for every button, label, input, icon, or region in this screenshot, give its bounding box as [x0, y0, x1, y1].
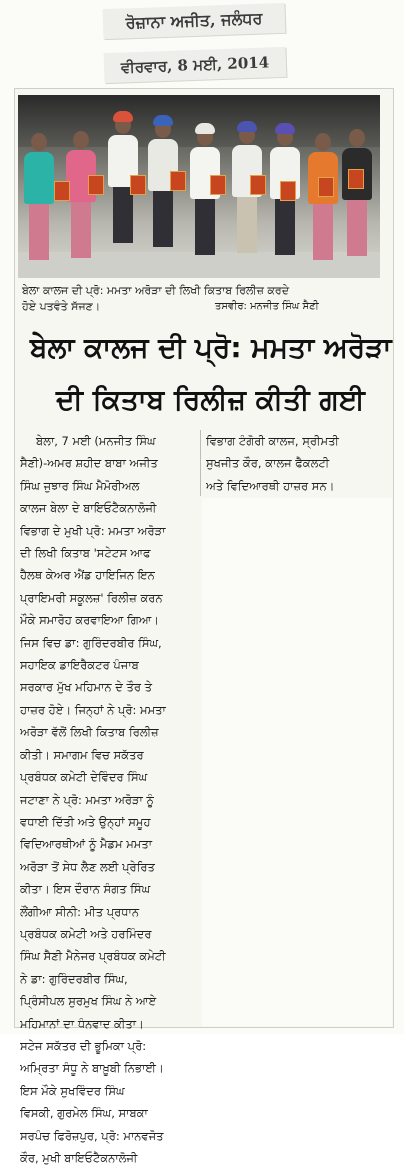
- empty-area: [202, 498, 392, 1026]
- article-line: ਸੈਣੀ)-ਅਮਰ ਸ਼ਹੀਦ ਬਾਬਾ ਅਜੀਤ: [20, 456, 158, 471]
- book-cover: [348, 169, 364, 189]
- article-line: ਕੀਤੀ। ਸਮਾਗਮ ਵਿਚ ਸਕੱਤਰ: [20, 747, 144, 762]
- book-cover: [318, 177, 334, 197]
- article-body-right-column: [206, 430, 386, 497]
- photo-person: [340, 129, 374, 256]
- headline: ਦੀ ਕਿਤਾਬ ਰਿਲੀਜ਼ ਕੀਤੀ ਗਈ: [56, 383, 365, 416]
- photo-caption: ਬੇਲਾ ਕਾਲਜ ਦੀ ਪ੍ਰੋ: ਮਮਤਾ ਅਰੋੜਾ ਦੀ ਲਿਖੀ ਕਿਤਾਬ ਰਿਲੀਜ਼ ਕਰਦੇ: [22, 284, 289, 297]
- article-line: ਪ੍ਰਬੰਧਕ ਕਮੇਟੀ ਦੇਵਿੰਦਰ ਸਿੰਘ: [20, 770, 148, 785]
- newspaper-name-label: ਰੋਜ਼ਾਨਾ ਅਜੀਤ, ਜਲੰਧਰ: [103, 3, 286, 39]
- article-line: ਬੇਲਾ, 7 ਮਈ (ਮਨਜੀਤ ਸਿੰਘ: [36, 434, 156, 448]
- publication-date-label: ਵੀਰਵਾਰ, 8 ਮਈ, 2014: [104, 47, 287, 83]
- article-line: ਨੇ ਡਾ: ਗੁਰਿੰਦਰਬੀਰ ਸਿੰਘ,: [20, 971, 128, 986]
- book-cover: [210, 175, 226, 195]
- photo-person: [22, 133, 56, 260]
- article-line: ਵਿਭਾਗ ਦੇ ਮੁਖੀ ਪ੍ਰੋ: ਮਮਤਾ ਅਰੋੜਾ: [20, 523, 166, 538]
- photo-caption: ਹੋਏ ਪਤਵੰਤੇ ਸੱਜਣ।: [22, 300, 101, 313]
- column-divider: [200, 430, 201, 496]
- article-line: ਲੌਂਗੀਆ ਸੀਨੀ: ਮੀਤ ਪ੍ਰਧਾਨ: [20, 904, 140, 919]
- article-line: ਕਾਲਜ ਬੇਲਾ ਦੇ ਬਾਇਓਟੈਕਨਾਲੋਜੀ: [20, 501, 157, 516]
- article-line: ਅਰੋੜਾ ਵੱਲੋਂ ਲਿਖੀ ਕਿਤਾਬ ਰਿਲੀਜ਼: [20, 725, 159, 740]
- article-line: ਵਿਸਕੀ, ਗੁਰਮੇਲ ਸਿੰਘ, ਸਾਬਕਾ: [20, 1106, 148, 1121]
- article-line: ਪ੍ਰਬੰਧਕ ਕਮੇਟੀ ਅਤੇ ਹਰਮਿੰਦਰ: [20, 926, 152, 941]
- article-line: ਵਧਾਈ ਦਿੱਤੀ ਅਤੇ ਉਨ੍ਹਾਂ ਸਮੂਹ: [20, 814, 151, 829]
- article-line: ਸਟੇਜ ਸਕੱਤਰ ਦੀ ਭੂਮਿਕਾ ਪ੍ਰੋ:: [20, 1038, 147, 1053]
- news-photo: [18, 95, 380, 278]
- headline: ਬੇਲਾ ਕਾਲਜ ਦੀ ਪ੍ਰੋ: ਮਮਤਾ ਅਰੋੜਾ: [30, 331, 392, 364]
- book-cover: [88, 175, 104, 195]
- article-line: ਸਹਾਇਕ ਡਾਇਰੈਕਟਰ ਪੰਜਾਬ: [20, 658, 139, 673]
- article-line: ਜਿਸ ਵਿਚ ਡਾ: ਗੁਰਿੰਦਰਬੀਰ ਸਿੰਘ,: [20, 635, 162, 650]
- article-line: ਵਿਭਾਗ ਟੰਗੋਰੀ ਕਾਲਜ, ਸ੍ਰੀਮਤੀ: [206, 434, 339, 448]
- article-line: ਕੀਤਾ। ਇਸ ਦੌਰਾਨ ਸੰਗਤ ਸਿੰਘ: [20, 882, 151, 897]
- article-line: ਅਤੇ ਵਿਦਿਆਰਥੀ ਹਾਜ਼ਰ ਸਨ।: [206, 478, 335, 493]
- photo-credit: ਤਸਵੀਰ: ਮਨਜੀਤ ਸਿੰਘ ਸੈਣੀ: [215, 301, 319, 312]
- book-cover: [280, 181, 296, 201]
- article-line: ਸਰਪੰਚ ਫਿਰੋਜ਼ਪੁਰ, ਪ੍ਰੋ: ਮਾਨਵਜੋਤ: [20, 1128, 164, 1143]
- article-line: ਮੌਕੇ ਸਮਾਰੋਹ ਕਰਵਾਇਆ ਗਿਆ।: [20, 613, 160, 628]
- article-line: ਜਟਾਣਾ ਨੇ ਪ੍ਰੋ: ਮਮਤਾ ਅਰੋੜਾ ਨੂੰ: [20, 792, 154, 807]
- article-body-left-column: [20, 430, 200, 1169]
- article-line: ਹੈਲਥ ਕੇਅਰ ਐਂਡ ਹਾਇਜਿਨ ਇਨ: [20, 568, 155, 583]
- article-line: ਵਿਦਿਆਰਥੀਆਂ ਨੂੰ ਮੈਡਮ ਮਮਤਾ: [20, 837, 152, 852]
- book-cover: [130, 175, 146, 195]
- article-line: ਕੌਰ, ਮੁਖੀ ਬਾਇਓਟੈਕਨਾਲੋਜੀ: [20, 1151, 138, 1165]
- article-line: ਸਿੰਘ ਸੈਣੀ ਮੈਨੇਜਰ ਪ੍ਰਬੰਧਕ ਕਮੇਟੀ: [20, 949, 166, 964]
- article-line: ਪ੍ਰਾਇਮਰੀ ਸਕੂਲਜ਼' ਰਿਲੀਜ਼ ਕਰਨ: [20, 590, 163, 605]
- book-cover: [54, 181, 70, 201]
- article-line: ਮਹਿਮਾਨਾਂ ਦਾ ਧੰਨਵਾਦ ਕੀਤਾ।: [20, 1016, 144, 1031]
- article-line: ਸਰਕਾਰ ਮੁੱਖ ਮਹਿਮਾਨ ਦੇ ਤੌਰ ਤੇ: [20, 680, 153, 695]
- article-line: ਅਮ੍ਰਿਤਾ ਸੰਧੂ ਨੇ ਬਾਖ਼ੂਬੀ ਨਿਭਾਈ।: [20, 1061, 164, 1076]
- article-line: ਹਾਜ਼ਰ ਹੋਏ। ਜਿਨ੍ਹਾਂ ਨੇ ਪ੍ਰੋ: ਮਮਤਾ: [20, 702, 166, 717]
- article-line: ਦੀ ਲਿਖੀ ਕਿਤਾਬ 'ਸਟੇਟਸ ਆਫ: [20, 546, 151, 561]
- book-cover: [250, 175, 266, 195]
- book-cover: [170, 171, 186, 191]
- article-line: ਇਸ ਮੌਕੇ ਸੁਖਵਿੰਦਰ ਸਿੰਘ: [20, 1083, 125, 1098]
- article-line: ਅਰੋੜਾ ਤੋਂ ਸੇਧ ਲੈਣ ਲਈ ਪ੍ਰੇਰਿਤ: [20, 859, 155, 874]
- article-line: ਸਿੰਘ ਜੁਝਾਰ ਸਿੰਘ ਮੈਮੋਰੀਅਲ: [20, 478, 140, 493]
- article-line: ਸੁਖਜੀਤ ਕੌਰ, ਕਾਲਜ ਫੈਕਲਟੀ: [206, 456, 330, 471]
- article-line: ਪ੍ਰਿੰਸੀਪਲ ਸੁਰਮੁਖ ਸਿੰਘ ਨੇ ਆਏ: [20, 994, 157, 1009]
